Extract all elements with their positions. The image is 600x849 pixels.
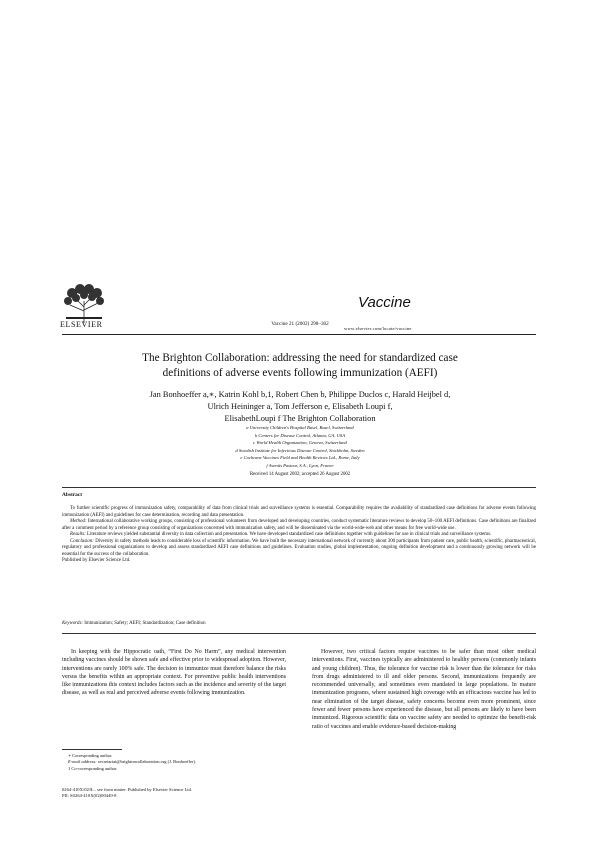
journal-logo-text: Vaccine [358,294,411,311]
title-line-1: The Brighton Collaboration: addressing the need for standardized case [142,352,458,364]
author-list [62,389,538,424]
keywords-label: Keywords: [62,621,84,626]
pii-line: PII: S0264-410X(02)00449-8 [62,793,117,799]
authors-line-2: Ulrich Heininger a, Tom Jefferson e, Elisabeth Loupi f, [207,401,393,411]
publisher-name: ELSEVIER [60,320,103,329]
keywords [62,621,206,626]
copyright-line-1: 0264-410X/02/$ – see front matter. Published by Elsevier Science Ltd. [62,787,193,792]
method-label: Method: [70,519,87,524]
method-text: International collaborative working groups, consisting of professional volunteers from developed and developing countries, conduct systematic literature reviews to develop 50–100 AEFI definitions. Case definitions are finalized after a comment period by a reference group consisting of organizations concerned with immunization safety, and will be disseminated via the world-wide-web and other means for free world-wide use. [62,519,536,531]
conclusion-label: Conclusion: [70,538,94,544]
conclusion-text: Diversity in safety methods leads to considerable loss of scientific information. We have built the necessary international network of currently about 300 participants from patient care, public health, scientific, pharmaceutical, regulatory and professional organizations to develop and assess standardized AEFI case definitions and guidelines. Evaluation studies, global implementation, ongoing definition development and a continuously growing network will be essential for the success of the collaboration. [62,538,536,557]
abstract-body [62,506,536,565]
article-title [62,351,538,381]
journal-reference: Vaccine 21 (2002) 298–302 [271,321,329,327]
abstract-rule-top [62,487,536,488]
affiliation: d Swedish Institute for Infectious Disease Control, Stockholm, Sweden [235,447,365,453]
results-text: Literature reviews yielded substantial diversity in data collection and presentation. We have developed standardized case definitions together with guidelines for use in clinical trials and surveillance systems. [87,532,492,537]
affiliation: b Centers for Disease Control, Atlanta, GA, USA [254,432,346,438]
received-dates: Received 14 August 2002; accepted 26 August 2002 [249,472,351,477]
body-paragraph: In keeping with the Hippocratic oath, “First Do No Harm”, any medical intervention including vaccines should be shown safe and effective prior to widespread adoption. However, interventions are rarely 100% safe. The decision to immunize must therefore balance the risks versus the benefits within an appropriate context. For preventive public health interventions like immunizations this context includes factors such as the incidence and severity of the target disease, as well as real and perceived adverse events following immunization. [62,649,286,697]
affiliation: e Cochrane Vaccines Field and Health Reviews Ltd., Rome, Italy [240,455,360,460]
footnote-co-corresponding: 1 Co-corresponding author. [68,765,118,771]
authors-line-1: Jan Bonhoeffer a,∗, Katrin Kohl b,1, Robert Chen b, Philippe Duclos c, Harald Heijbel d, [149,390,451,399]
body-paragraph: However, two critical factors require vaccines to be safer than most other medical interventions. First, vaccines typically are administered to healthy persons (commonly infants and young children). Thus, the tolerance for vaccine risk is lower than the tolerance for risks from drugs administered to ill and older persons. Second, immunizations frequently are recommended universally, and sometimes even mandated in large populations. In mature immunization programs, where sustained high coverage with an efficacious vaccine has led to near elimination of the target disease, safety concerns become even more prominent, since fewer and fewer persons have experienced the disease, but all persons are likely to have been immunized. Rigorous scientific data on vaccine safety are needed to optimize the benefit-risk ratio of vaccines and enable evidence-based decision-making [312,649,536,730]
footnote-rule [62,749,122,750]
title-line-2: definitions of adverse events following immunization (AEFI) [162,367,438,379]
abstract-heading: Abstract [62,492,83,498]
publisher-note: Published by Elsevier Science Ltd. [62,558,131,563]
journal-logo [356,289,426,313]
abstract-rule-bottom [62,633,536,634]
abstract-conclusion [62,539,536,559]
affiliation: f Aventis Pasteur, S.A., Lyon, France [266,462,334,468]
footnotes [62,753,292,772]
affiliation: a University Children's Hospital Basel, Basel, Switzerland [246,425,354,430]
header-rule [62,334,536,335]
body-column-right [312,648,536,731]
affiliations [62,424,538,469]
results-label: Results: [70,532,86,537]
authors-line-3: ElisabethLoupi f The Brighton Collaboration [224,413,376,423]
email-label: E-mail address: [68,759,97,765]
journal-url[interactable]: www.elsevier.com/locate/vaccine [344,326,412,331]
copyright-notice [62,787,322,799]
abstract-intro: To further scientific progress of immunization safety, comparability of data from clinical trials and surveillance systems is essential. Comparability requires the availability of standardized case definitions for adverse events following immunization (AEFI) and guidelines for case determination, recording and data presentation. [62,506,536,518]
email-address[interactable]: secretariat@brightoncollaboration.org (J. Bonhoeffer). [97,759,197,765]
footnote-corresponding: ∗ Corresponding author. [68,753,113,758]
body-column-left [62,648,286,698]
keywords-text: Immunization; Safety; AEFI; Standardization; Case definition [84,621,206,626]
abstract-method [62,519,536,532]
affiliation: c World Health Organization, Geneva, Switzerland [253,440,347,445]
